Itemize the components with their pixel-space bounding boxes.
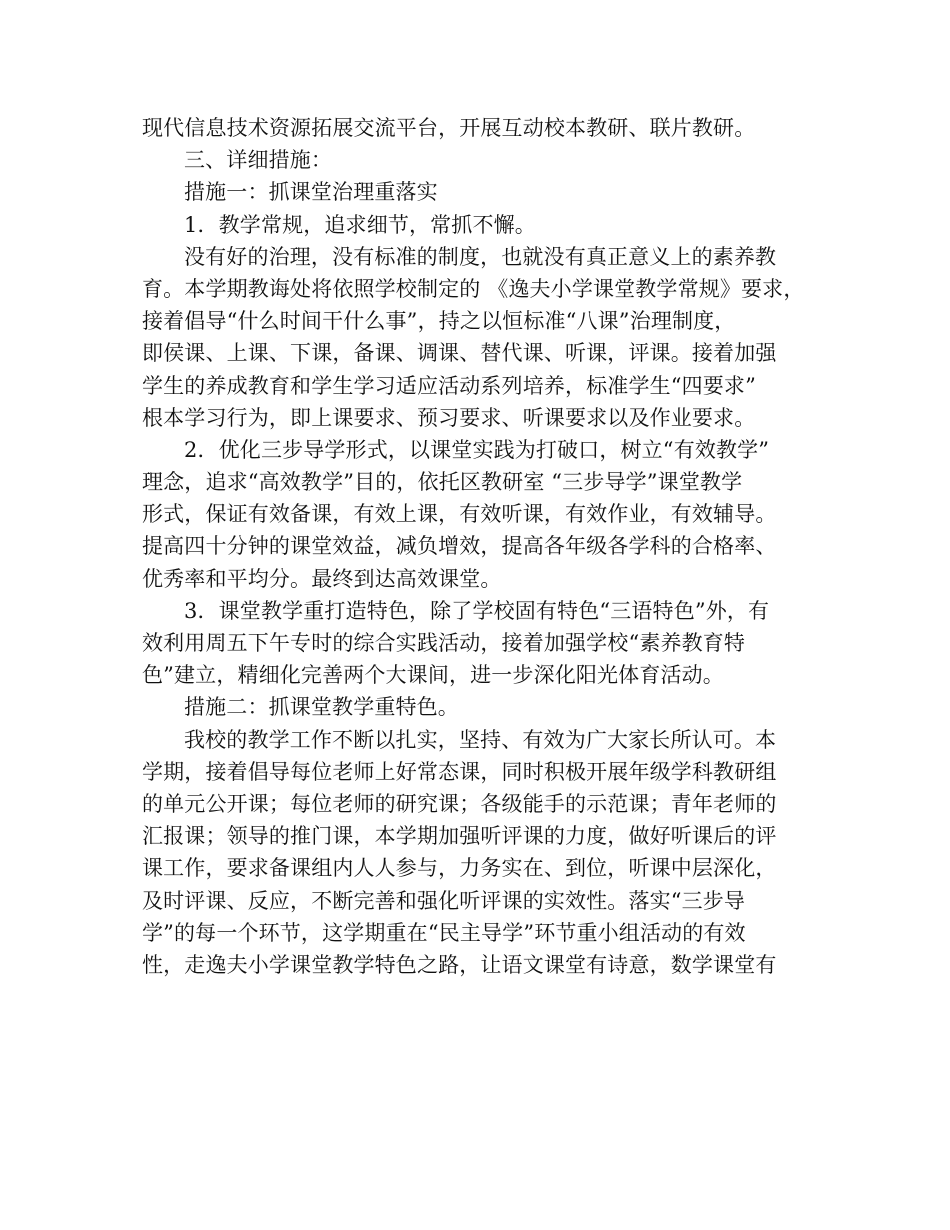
text-line: 三、详细措施： bbox=[184, 148, 333, 173]
text-line: 即侯课、上课、下课，备课、调课、替代课、听课，评课。接着加强 bbox=[142, 341, 777, 366]
text-line: 学”的每一个环节，这学期重在“民主导学”环节重小组活动的有效 bbox=[142, 920, 746, 945]
text-line: 形式，保证有效备课，有效上课，有效听课，有效作业，有效辅导。 bbox=[142, 502, 777, 527]
text-line: 育。本学期教诲处将依照学校制定的 《逸夫小学课堂教学常规》要求， bbox=[142, 276, 805, 301]
text-line: 效利用周五下午专时的综合实践活动，接着加强学校“素养教育特 bbox=[142, 631, 746, 655]
text-line: 汇报课；领导的推门课，本学期加强听评课的力度，做好听课后的评 bbox=[142, 824, 777, 849]
text-line: 及时评课、反应，不断完善和强化听评课的实效性。落实“三步导 bbox=[142, 888, 746, 913]
text-line: 措施一：抓课堂治理重落实 bbox=[184, 180, 438, 205]
text-line: 2．优化三步导学形式，以课堂实践为打破口，树立“有效教学” bbox=[184, 437, 770, 462]
text-line: 学生的养成教育和学生学习适应活动系列培养，标准学生“四要求” bbox=[142, 373, 756, 398]
text-line: 1．教学常规，追求细节，常抓不懈。 bbox=[184, 212, 536, 237]
text-line: 提高四十分钟的课堂效益，减负增效，提高各年级各学科的合格率、 bbox=[142, 534, 777, 559]
text-line: 课工作，要求备课组内人人参与，力务实在、到位，听课中层深化， bbox=[142, 856, 777, 881]
text-line: 没有好的治理，没有标准的制度，也就没有真正意义上的素养教 bbox=[184, 244, 777, 269]
text-line: 色”建立，精细化完善两个大课间，进一步深化阳光体育活动。 bbox=[142, 663, 724, 688]
text-line: 接着倡导“什么时间干什么事”，持之以恒标准“八课”治理制度， bbox=[142, 309, 736, 334]
text-line: 3．课堂教学重打造特色，除了学校固有特色“三语特色”外，有 bbox=[184, 598, 770, 623]
document-body bbox=[142, 112, 832, 981]
text-line: 学期，接着倡导每位老师上好常态课，同时积极开展年级学科教研组 bbox=[142, 759, 777, 784]
text-line: 性，走逸夫小学课堂教学特色之路，让语文课堂有诗意，数学课堂有 bbox=[142, 952, 777, 977]
text-line: 措施二：抓课堂教学重特色。 bbox=[184, 695, 459, 720]
text-line: 的单元公开课；每位老师的研究课；各级能手的示范课；青年老师的 bbox=[142, 791, 777, 816]
text-line: 根本学习行为，即上课要求、预习要求、听课要求以及作业要求。 bbox=[142, 405, 756, 430]
text-line: 现代信息技术资源拓展交流平台，开展互动校本教研、联片教研。 bbox=[142, 116, 756, 140]
text-line: 优秀率和平均分。最终到达高效课堂。 bbox=[142, 566, 502, 591]
text-line: 理念，追求“高效教学”目的，依托区教研室 “三步导学”课堂教学 bbox=[142, 470, 743, 495]
text-line: 我校的教学工作不断以扎实，坚持、有效为广大家长所认可。本 bbox=[184, 727, 777, 752]
